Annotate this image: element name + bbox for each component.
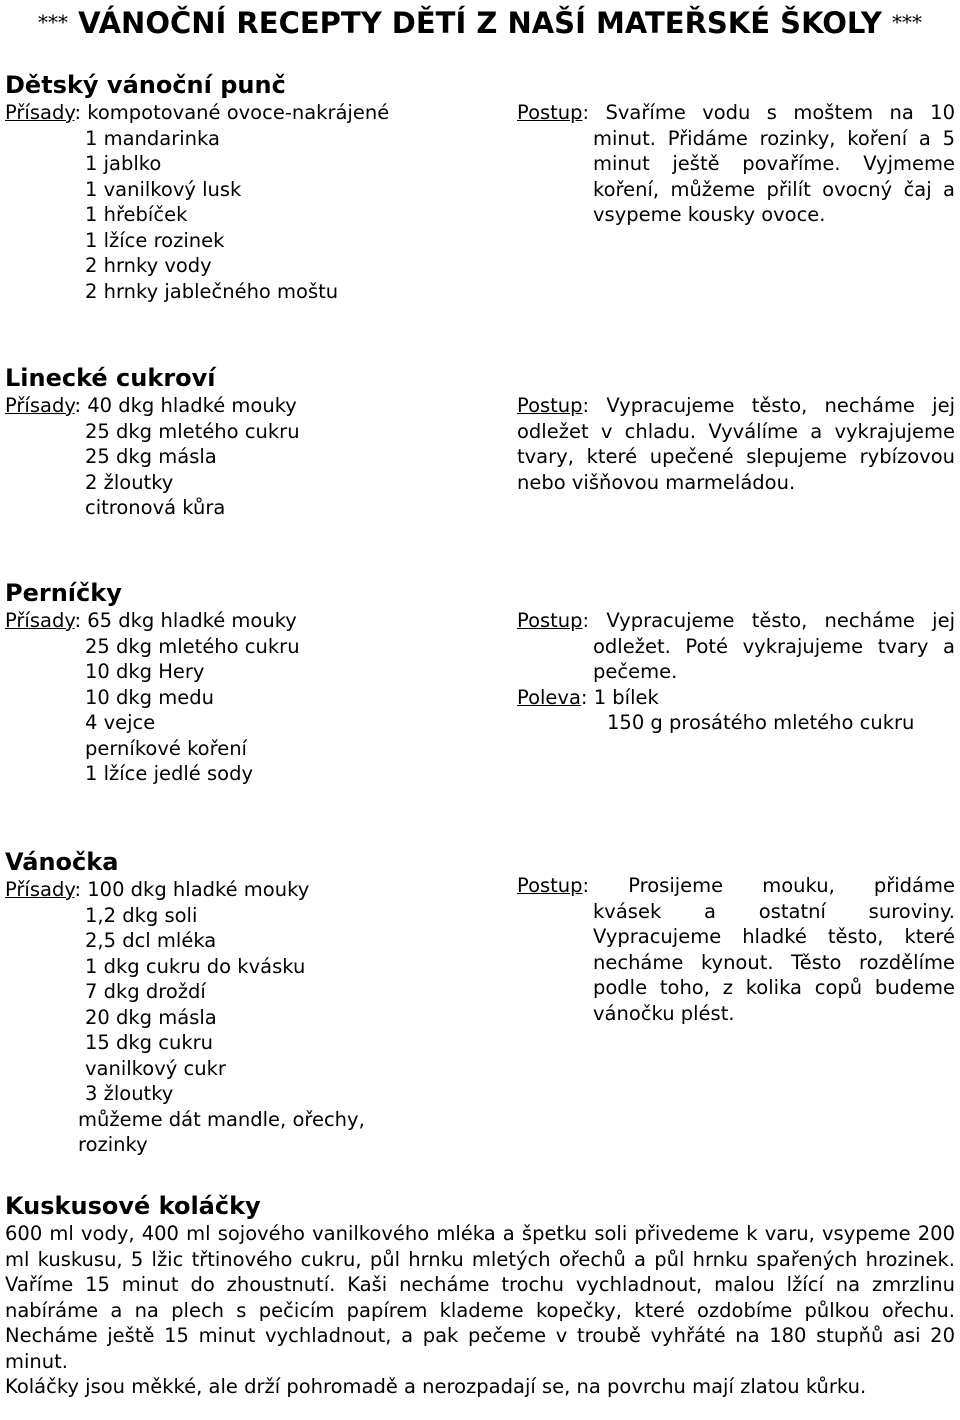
- procedure-first: Vypracujeme těsto, necháme jej: [606, 609, 955, 632]
- title-text: VÁNOČNÍ RECEPTY DĚTÍ Z NAŠÍ MATEŘSKÉ ŠKOLY: [78, 6, 882, 40]
- procedure-label: Postup: [517, 101, 583, 124]
- procedure-column: [517, 100, 955, 228]
- ingredient-item: 1 hřebíček: [85, 203, 188, 226]
- ingredient-item: vanilkový cukr: [85, 1056, 226, 1080]
- ingredients-column: [5, 100, 495, 304]
- recipe-title: Perníčky: [5, 579, 122, 607]
- recipe-punc: [5, 70, 955, 303]
- page-title: [0, 4, 960, 41]
- procedure-label: Postup: [517, 874, 583, 897]
- procedure-first-line: Postup: Prosijeme mouku, přidáme: [517, 874, 955, 897]
- ingredient-item: 1 mandarinka: [85, 126, 220, 150]
- ingredient-item: citronová kůra: [85, 496, 226, 519]
- ingredient-item: 25 dkg mletého cukru: [85, 419, 300, 443]
- procedure-text: minut. Přidáme rozinky, koření a 5 minut ještě povaříme. Vyjmeme koření, můžeme přilít ovocný čaj a vsypeme kousky ovoce.: [593, 126, 955, 226]
- procedure-first: Svaříme vodu s moštem na 10: [605, 101, 955, 124]
- recipe-vanocka: [5, 847, 955, 1156]
- procedure-first-line: Postup: Vypracujeme těsto, necháme jej: [517, 609, 955, 632]
- ingredient-item: 1 lžíce jedlé sody: [85, 762, 254, 785]
- ingredients-label: Přísady: [5, 101, 75, 124]
- icing-line: Poleva: 1 bílek: [517, 685, 659, 709]
- ingredient-item: perníkové koření: [85, 736, 247, 760]
- ingredient-first: 65 dkg hladké mouky: [87, 609, 297, 632]
- ingredient-item: 25 dkg mletého cukru: [85, 634, 300, 658]
- ingredient-line: Přísady: 40 dkg hladké mouky: [5, 394, 297, 417]
- procedure-text: kvásek a ostatní suroviny. Vypracujeme hladké těsto, které necháme kynout. Těsto rozdělíme podle toho, z kolika copů budeme vánočku plést.: [593, 899, 955, 1025]
- procedure-first: Prosijeme mouku, přidáme: [628, 874, 955, 897]
- ingredient-item: 1 dkg cukru do kvásku: [85, 954, 306, 978]
- ingredient-item: můžeme dát mandle, ořechy,: [78, 1107, 365, 1131]
- recipe-kuskus: [5, 1191, 955, 1400]
- recipe-title: Vánočka: [5, 848, 119, 876]
- ingredient-list: [5, 903, 495, 1158]
- icing-first: 1 bílek: [593, 685, 659, 709]
- ingredient-item: 15 dkg cukru: [85, 1031, 214, 1054]
- procedure-column: [517, 873, 955, 1026]
- ingredient-item: rozinky: [78, 1133, 148, 1156]
- ingredients-column: [5, 393, 495, 521]
- procedure-column: [517, 393, 955, 495]
- ingredient-item: 2,5 dcl mléka: [85, 929, 217, 952]
- recipe-paragraph-1: 600 ml vody, 400 ml sojového vanilkového mléka a špetku soli přivedeme k varu, vsypeme 200 ml kuskusu, 5 lžic třtinového cukru, půl hrnku mletých ořechů a půl hrnku spařených hrozinek. Vaříme 15 minut do zhoustnutí. Kaši necháme trochu vychladnout, malou lžící na zmrzlinu nabíráme a na plech s pečicím papírem klademe kopečky, které ozdobíme půlkou ořechu. Necháme ještě 15 minut vychladnout, a pak pečeme v troubě vyhřáté na 180 stupňů asi 20 minut.: [5, 1222, 955, 1373]
- procedure-label: Postup: [517, 609, 583, 632]
- ingredients-column: [5, 608, 495, 787]
- stars-left: ***: [38, 10, 69, 34]
- ingredient-first: kompotované ovoce-nakrájené: [87, 101, 390, 124]
- ingredient-item: 1 lžíce rozinek: [85, 228, 225, 252]
- ingredient-item: 2 hrnky vody: [85, 254, 212, 277]
- icing-label: Poleva: [517, 685, 581, 709]
- ingredient-first: 100 dkg hladké mouky: [87, 878, 310, 901]
- ingredients-label: Přísady: [5, 394, 75, 417]
- ingredients-column: [5, 877, 495, 1158]
- ingredient-item: 25 dkg másla: [85, 445, 217, 468]
- recipe-paragraph-2: Koláčky jsou měkké, ale drží pohromadě a nerozpadají se, na povrchu mají zlatou kůrku.: [5, 1375, 867, 1398]
- recipe-title: Kuskusové koláčky: [5, 1192, 261, 1220]
- ingredient-item: 10 dkg Hery: [85, 660, 205, 683]
- ingredient-list: [5, 419, 495, 521]
- ingredient-list: [5, 634, 495, 787]
- ingredients-label: Přísady: [5, 878, 75, 901]
- procedure-label: Postup: [517, 394, 583, 417]
- ingredient-line: Přísady: 100 dkg hladké mouky: [5, 878, 310, 901]
- procedure-first: Vypracujeme těsto, necháme jej: [606, 394, 955, 417]
- procedure-column: [517, 608, 955, 736]
- recipe-linecke: [5, 363, 955, 519]
- ingredient-item: 1,2 dkg soli: [85, 903, 198, 927]
- procedure-rest: odležet v chladu. Vyválíme a vykrajujeme tvary, které upečené slepujeme rybízovou nebo višňovou marmeládou.: [517, 419, 955, 494]
- ingredient-line: Přísady: 65 dkg hladké mouky: [5, 609, 297, 632]
- ingredient-item: 10 dkg medu: [85, 685, 214, 709]
- recipe-pernicky: [5, 578, 955, 785]
- ingredient-item: 2 žloutky: [85, 470, 174, 494]
- procedure-text: odležet. Poté vykrajujeme tvary a pečeme.: [593, 634, 955, 683]
- procedure-text: Postup: Vypracujeme těsto, necháme jej odležet v chladu. Vyválíme a vykrajujeme tvary, které upečené slepujeme rybízovou nebo višňovou marmeládou.: [517, 394, 955, 494]
- ingredient-item: 7 dkg droždí: [85, 980, 206, 1003]
- ingredient-first: 40 dkg hladké mouky: [87, 394, 297, 417]
- ingredient-list: [5, 126, 495, 305]
- ingredient-item: 20 dkg másla: [85, 1005, 217, 1029]
- ingredient-item: 2 hrnky jablečného moštu: [85, 279, 339, 303]
- stars-right: ***: [891, 10, 922, 34]
- ingredient-item: 3 žloutky: [85, 1082, 174, 1105]
- ingredient-line: Přísady: kompotované ovoce-nakrájené: [5, 101, 390, 124]
- ingredients-label: Přísady: [5, 609, 75, 632]
- icing-second: 150 g prosátého mletého cukru: [607, 711, 915, 734]
- ingredient-item: 1 vanilkový lusk: [85, 177, 242, 201]
- ingredient-item: 1 jablko: [85, 152, 162, 175]
- recipe-title: Linecké cukroví: [5, 364, 216, 392]
- recipe-title: Dětský vánoční punč: [5, 71, 286, 99]
- procedure-first-line: Postup: Svaříme vodu s moštem na 10: [517, 101, 955, 124]
- ingredient-item: 4 vejce: [85, 711, 156, 734]
